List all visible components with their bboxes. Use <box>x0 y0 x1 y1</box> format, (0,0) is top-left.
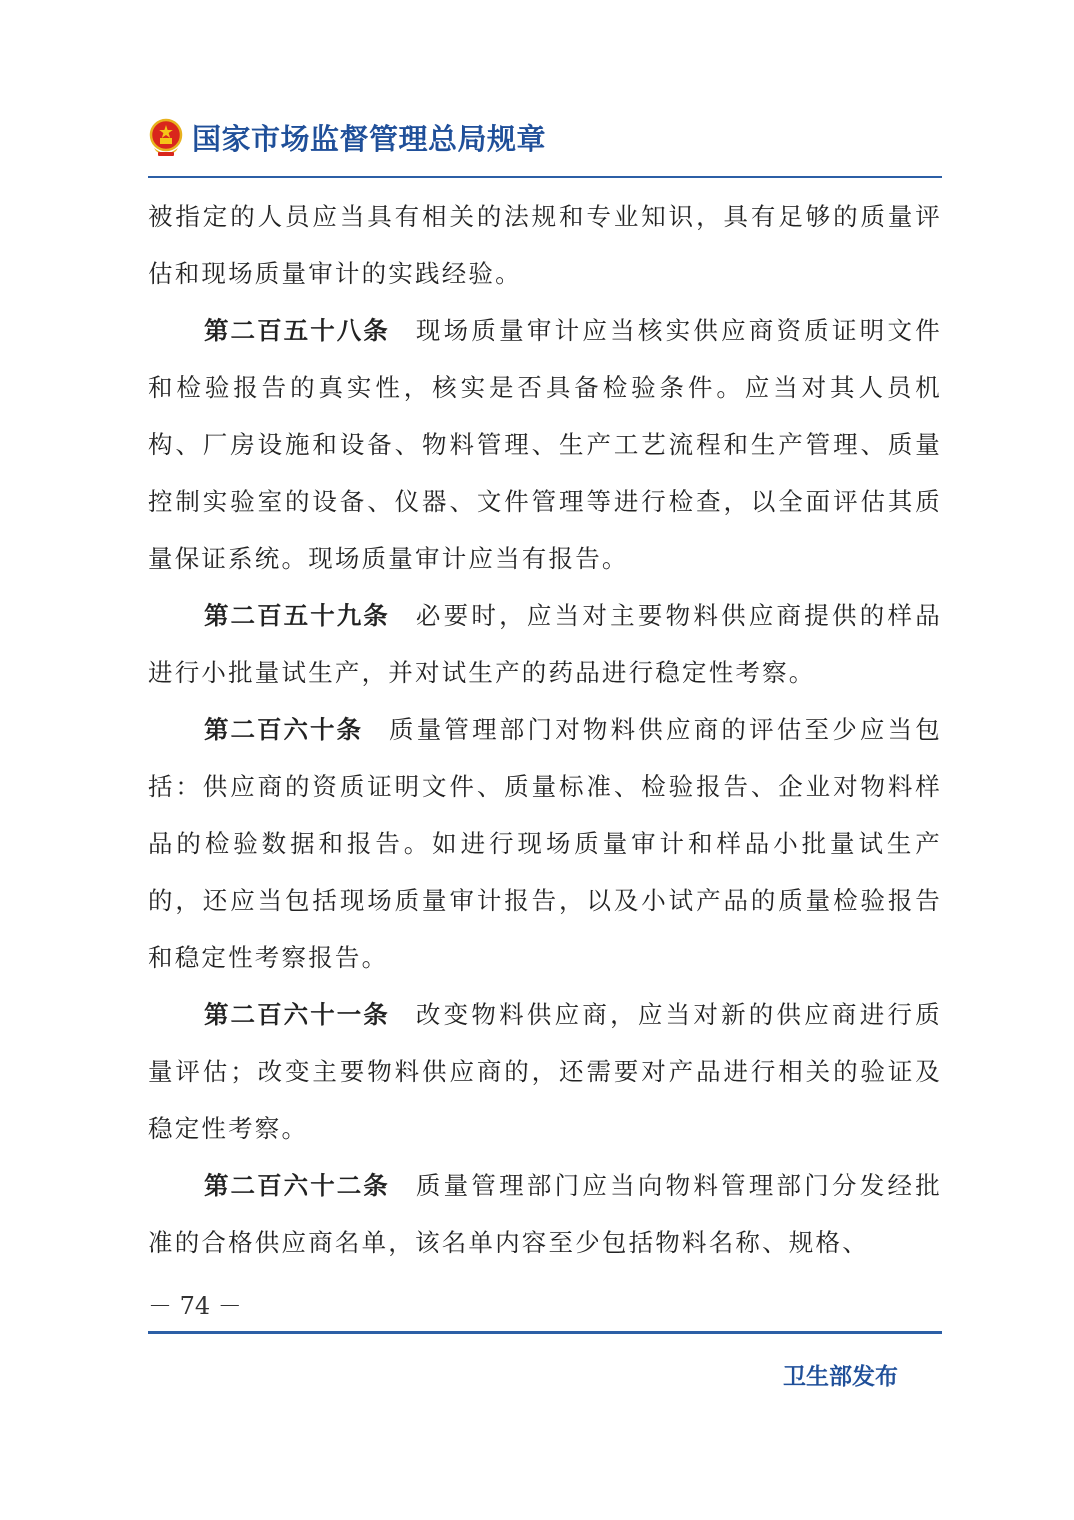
article-number: 第二百五十九条 <box>204 601 390 630</box>
document-header <box>148 116 942 166</box>
header-title: 国家市场监督管理总局规章 <box>192 122 547 156</box>
publisher-label: 卫生部发布 <box>783 1364 898 1390</box>
footer-divider <box>148 1331 942 1334</box>
national-emblem-icon <box>148 118 184 158</box>
article-paragraph <box>148 302 942 587</box>
article-paragraph <box>148 1157 942 1271</box>
article-text: 现场质量审计应当核实供应商资质证明文件和检验报告的真实性，核实是否具备检验条件。应当对其人员机构、厂房设施和设备、物料管理、生产工艺流程和生产管理、质量控制实验室的设备、仪器、文件管理等进行检查，以全面评估其质量保证系统。现场质量审计应当有报告。 <box>148 316 942 573</box>
paragraph-text: 被指定的人员应当具有相关的法规和专业知识，具有足够的质量评估和现场质量审计的实践经验。 <box>148 202 942 288</box>
article-number: 第二百六十一条 <box>204 1000 390 1029</box>
article-number: 第二百五十八条 <box>204 316 390 345</box>
header-divider <box>148 176 942 178</box>
article-text: 质量管理部门对物料供应商的评估至少应当包括：供应商的资质证明文件、质量标准、检验报告、企业对物料样品的检验数据和报告。如进行现场质量审计和样品小批量试生产的，还应当包括现场质量审计报告，以及小试产品的质量检验报告和稳定性考察报告。 <box>148 715 942 972</box>
article-paragraph <box>148 701 942 986</box>
article-paragraph <box>148 986 942 1157</box>
article-number: 第二百六十条 <box>204 715 363 744</box>
paragraph <box>148 188 942 302</box>
article-number: 第二百六十二条 <box>204 1171 390 1200</box>
page-number: － 74 － <box>148 1292 242 1320</box>
article-text: 必要时，应当对主要物料供应商提供的样品进行小批量试生产，并对试生产的药品进行稳定性考察。 <box>148 601 942 687</box>
document-body <box>148 188 942 1271</box>
article-text: 质量管理部门应当向物料管理部门分发经批准的合格供应商名单，该名单内容至少包括物料名称、规格、 <box>148 1171 942 1257</box>
article-paragraph <box>148 587 942 701</box>
article-text: 改变物料供应商，应当对新的供应商进行质量评估；改变主要物料供应商的，还需要对产品进行相关的验证及稳定性考察。 <box>148 1000 942 1143</box>
